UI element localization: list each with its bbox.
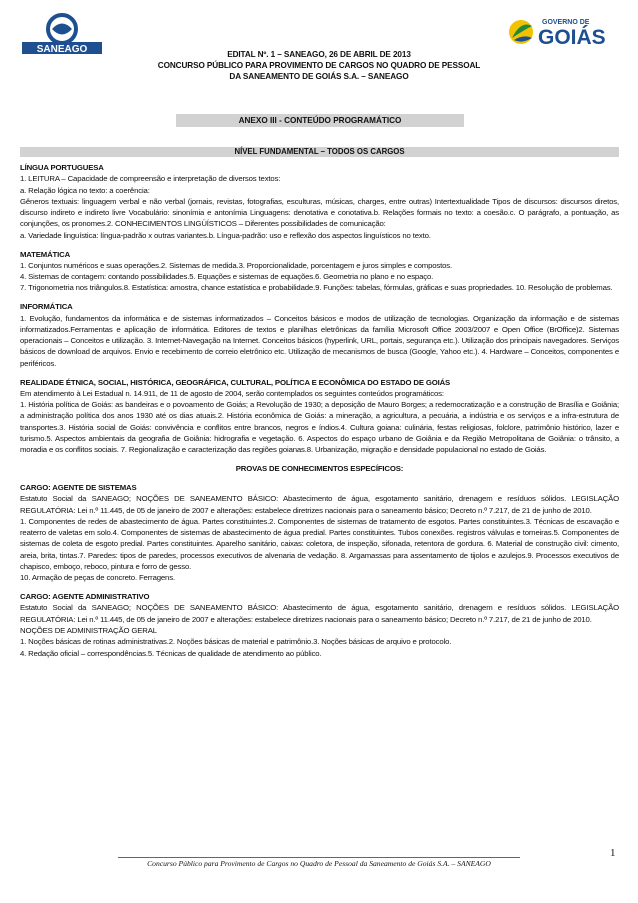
provas-title: PROVAS DE CONHECIMENTOS ESPECÍFICOS: <box>235 464 404 474</box>
cargo-agente-sistemas-line-3: 10. Armação de peças de concreto. Ferragens. <box>20 573 175 583</box>
page-footer: Concurso Público para Provimento de Cargos no Quadro de Pessoal da Saneamento de Goiás S.A. – SANEAGO <box>147 859 491 868</box>
matematica-line-1: 1. Conjuntos numéricos e suas operações.2. Sistemas de medida.3. Proporcionalidade, porcentagem e juros simples e compostos. <box>20 260 453 270</box>
governo-goias-logo <box>508 12 620 52</box>
cargo-agente-administrativo-line-2: NOÇÕES DE ADMINISTRAÇÃO GERAL <box>20 625 157 635</box>
cargo-agente-administrativo-line-3: 1. Noções básicas de rotinas administrativas.2. Noções básicas de material e patrimônio.3. Noções básicas de arquivo e protocolo. <box>20 637 452 647</box>
company-title: DA SANEAMENTO DE GOIÁS S.A. – SANEAGO <box>229 72 409 81</box>
portuguesa-line-3: a. Variedade linguística: língua-padrão x outras variantes.b. Língua-padrão: uso e reflexão dos aspectos linguísticos no texto. <box>20 230 431 240</box>
cargo-agente-administrativo-line-4: 4. Redação oficial – correspondências.5. Técnicas de qualidade de atendimento ao público. <box>20 648 322 658</box>
edital-title: EDITAL Nº. 1 – SANEAGO, 26 DE ABRIL DE 2013 <box>227 50 411 59</box>
svg-text:GOIÁS: GOIÁS <box>538 26 606 49</box>
saneago-logo-text: SANEAGO <box>36 44 88 55</box>
cargo-agente-sistemas-paragraph-1: Estatuto Social da SANEAGO; NOÇÕES DE SANEAMENTO BÁSICO: Abastecimento de água, esgotamento sanitário, drenagem e resíduos sólidos. LEGISLAÇÃO REGULATÓRIA: Lei n.º 11.445, de 05 de janeiro de 2007 e alterações: estabelece diretrizes nacionais para o saneamento básico; Decreto n.º 7.217, de 21 de junho de 2010. <box>20 494 619 515</box>
document-body <box>20 162 619 659</box>
matematica-paragraph: 7. Trigonometria nos triângulos.8. Estatística: amostra, chance estatística e probabilidade.9. Funções: tabelas, fórmulas, gráficas e suas propriedades. 10. Resolução de problemas. <box>20 283 613 293</box>
matematica-line-2: 4. Sistemas de contagem: contando possibilidades.5. Equações e sistemas de equações.6. Geometria no plano e no espaço. <box>20 272 434 282</box>
section-title-informatica: INFORMÁTICA <box>20 302 73 312</box>
realidade-line-1: Em atendimento à Lei Estadual n. 14.911, de 11 de agosto de 2004, serão contemplados os seguintes conteúdos programáticos: <box>20 388 444 398</box>
svg-text:GOVERNO DE: GOVERNO DE <box>542 19 590 26</box>
informatica-paragraph: 1. Evolução, fundamentos da informática e de sistemas informatizados – Conceitos básicos e modos de utilização de tecnologias. Organização da informação e de sistemas informatizados.Ferramentas e aplicação de informática. Editores de textos e planilhas eletrônicas da família Microsoft Office 2003/2007 e Open Office (BrOffice)2. Sistemas operacionais – Conceitos e utilização. 3. Internet-Navegação na Internet. Conceitos básicos (hyperlink, URL, portais, segurança etc.). Utilização dos principais navegadores. Serviços básicos de download de arquivos. Envio e recebimento de correio eletrônico etc. Utilização de mecanismos de busca (Google, Yahoo etc.). 4. Hardware – Conceitos, componentes e periféricos. <box>20 313 619 368</box>
portuguesa-line-1: 1. LEITURA – Capacidade de compreensão e interpretação de diversos textos: <box>20 174 281 184</box>
level-bar: NÍVEL FUNDAMENTAL – TODOS OS CARGOS <box>20 147 619 157</box>
section-title-matematica: MATEMÁTICA <box>20 249 71 259</box>
section-title-realidade: REALIDADE ÉTNICA, SOCIAL, HISTÓRICA, GEOGRÁFICA, CULTURAL, POLÍTICA E ECONÔMICA DO ESTADO DE GOIÁS <box>20 377 451 387</box>
page-number: 1 <box>610 847 616 859</box>
footer-divider <box>118 857 520 858</box>
portuguesa-line-2: a. Relação lógica no texto: a coerência: <box>20 185 150 195</box>
cargo-agente-administrativo-title: CARGO: AGENTE ADMINISTRATIVO <box>20 592 150 602</box>
annex-bar: ANEXO III - CONTEÚDO PROGRAMÁTICO <box>176 114 464 127</box>
concurso-title: CONCURSO PÚBLICO PARA PROVIMENTO DE CARGOS NO QUADRO DE PESSOAL <box>157 61 481 70</box>
cargo-agente-sistemas-paragraph-2: 1. Componentes de redes de abastecimento de água. Partes constituintes.2. Componentes de sistemas de tratamento de esgotos. Partes constituintes.3. Técnicas de escavação e reaterro de valetas em solo.4. Componentes de sistemas de abastecimento de água predial. Partes constituintes. Tubos conexões. registros válvulas e torneiras.5. Componentes de sistemas de coleta de esgoto predial. Partes constituintes. Aparelho sanitário, caixas: coletora, de inspeção, sifonada, retentora de gordura. 6. Material de construção civil: cimento, areia, brita, tintas.7. Paredes: tipos de paredes, processos executivos de alvenaria de vedação. 8. Argamassas para assentamento de tijolos e azulejos.9. Processos executivos de chapisco, emboço, reboco, pintura e forro de gesso. <box>20 516 619 571</box>
realidade-paragraph: 1. História política de Goiás: as bandeiras e o povoamento de Goiás; a Revolução de 1930; a deposição de Mauro Borges; a redemocratização e a construção de Brasília e Goiânia; a administração política dos anos 1930 até os dias atuais.2. História econômica de Goiás: a mineração, a agricultura, a pecuária, a indústria e os serviços e a infra-estrutura de transportes.3. História social de Goiás: convivência e conflitos entre brancos, negros e índios.4. Cultura goiana: culinária, festas religiosas, folclore, patrimônio histórico, lazer e turismo.5. Aspectos ambientais da geografia de Goiânia: hidrografia e vegetação. 6. Aspectos do espaço urbano de Goiânia e da Região Metropolitana de Goiânia: o trânsito, a moradia e os conflitos sociais. 7. Regionalização e caracterização das regiões goianas.8. Urbanização, migração e densidade populacional no estado de Goiás. <box>20 400 619 455</box>
cargo-agente-sistemas-title: CARGO: AGENTE DE SISTEMAS <box>20 482 137 492</box>
portuguesa-paragraph: Gêneros textuais: linguagem verbal e não verbal (jornais, revistas, fotografias, esculturas, músicas, charges, entre outras) Intertextualidade Tipos de discursos: discursos diretos, discurso indireto e indireto livre Vocabulário: sinonímia e antonímia Linguagens: denotativa e conotativa.b. Relações formais no texto: a coesão.c. O parágrafo, a pontuação, as conjunções, os pronomes.2. CONHECIMENTOS LINGÜÍSTICOS – Diferentes possibilidades de comunicação: <box>20 196 619 229</box>
section-title-portuguesa: LÍNGUA PORTUGUESA <box>20 163 104 172</box>
cargo-agente-administrativo-paragraph-1: Estatuto Social da SANEAGO; NOÇÕES DE SANEAMENTO BÁSICO: Abastecimento de água, esgotamento sanitário, drenagem e resíduos sólidos. LEGISLAÇÃO REGULATÓRIA: Lei n.º 11.445, de 05 de janeiro de 2007 e alterações: estabelece diretrizes nacionais para o saneamento básico; Decreto n.º 7.217, de 21 de junho de 2010. <box>20 603 619 624</box>
